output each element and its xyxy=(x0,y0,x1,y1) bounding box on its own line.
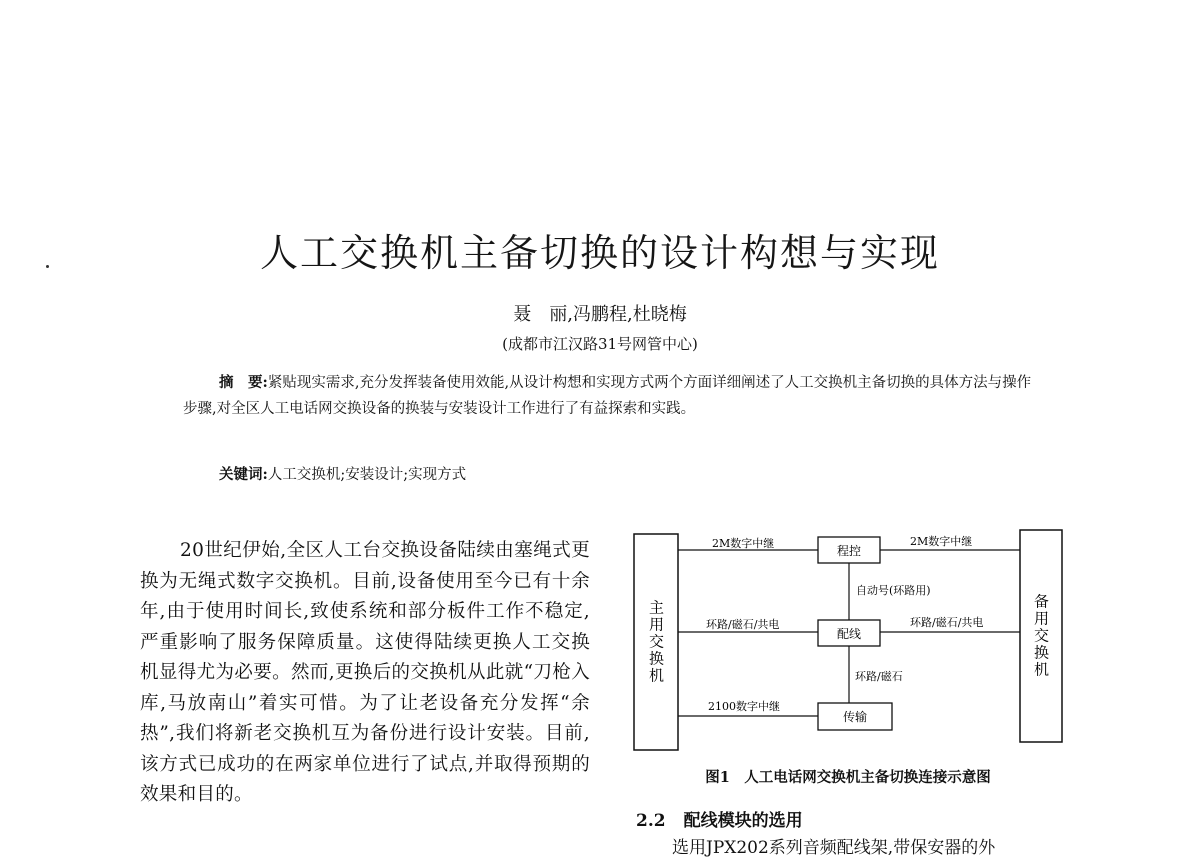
label-loop-left: 环路/磁石/共电 xyxy=(706,618,780,631)
main-switch-label: 主用交换机 xyxy=(647,599,665,685)
abstract xyxy=(183,370,1033,422)
authors: 聂 丽,冯鹏程,杜晓梅 xyxy=(513,304,687,325)
label-2m-right: 2M数字中继 xyxy=(910,535,973,548)
keywords-text: 人工交换机;安装设计;实现方式 xyxy=(267,467,467,483)
program-label: 程控 xyxy=(836,544,862,558)
abstract-text: 紧贴现实需求,充分发挥装备使用效能,从设计构想和实现方式两个方面详细阐述了人工交换机主备切换的具体方法与操作步骤,对全区人工电话网交换设备的换装与安装设计工作进行了有益探索和实践。 xyxy=(183,375,1032,417)
section-heading xyxy=(636,806,803,831)
body-paragraph xyxy=(140,536,590,811)
paper-title: 人工交换机主备切换的设计构想与实现 xyxy=(259,231,940,275)
section-first-line: 选用JPX202系列音频配线架,带保安器的外 xyxy=(672,838,996,858)
label-auto: 自动号(环路用) xyxy=(856,584,931,597)
label-2m-left: 2M数字中继 xyxy=(712,537,775,550)
keywords xyxy=(219,463,466,484)
label-loop-magnet: 环路/磁石 xyxy=(855,670,903,683)
section-title: 配线模块的选用 xyxy=(683,811,803,831)
section-number: 2.2 xyxy=(636,811,666,831)
body-paragraph-text: 20世纪伊始,全区人工台交换设备陆续由塞绳式更换为无绳式数字交换机。目前,设备使用至今已有十余年,由于使用时间长,致使系统和部分板件工作不稳定,严重影响了服务保障质量。这使得陆续更换人工交换机显得尤为必要。然而,更换后的交换机从此就“刀枪入库,马放南山”着实可惜。为了让老设备充分发挥“余热”,我们将新老交换机互为备份进行设计安装。目前,该方式已成功的在两家单位进行了试点,并取得预期的效果和目的。 xyxy=(140,540,590,805)
distribution-label: 配线 xyxy=(836,627,862,641)
keywords-label: 关键词: xyxy=(219,466,268,483)
abstract-label: 摘 要: xyxy=(219,374,268,391)
label-2100: 2100数字中继 xyxy=(708,700,780,713)
figure-caption: 图1 人工电话网交换机主备切换连接示意图 xyxy=(705,769,991,786)
label-loop-right: 环路/磁石/共电 xyxy=(910,616,984,629)
affiliation: (成都市江汉路31号网管中心) xyxy=(502,335,698,353)
transmission-label: 传输 xyxy=(842,710,868,724)
connection-diagram xyxy=(628,520,1068,760)
backup-switch-label: 备用交换机 xyxy=(1032,593,1050,679)
